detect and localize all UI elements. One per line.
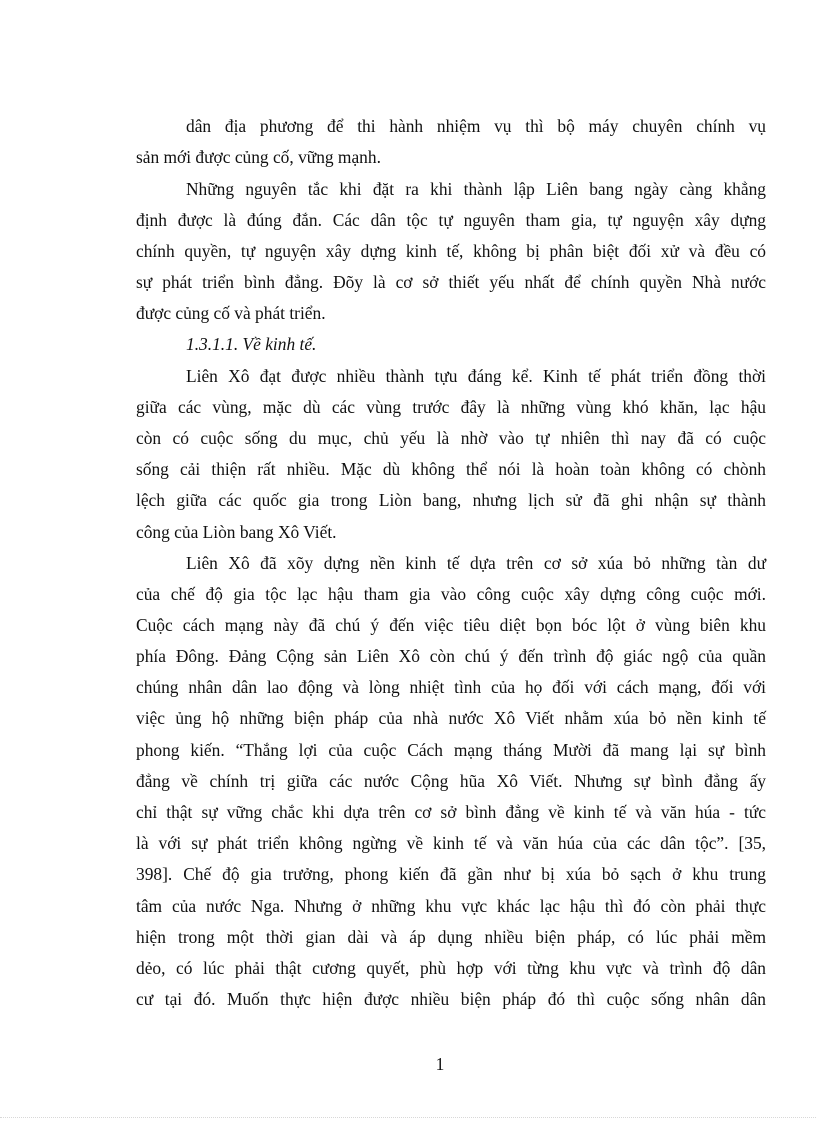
page-number: 1 [435, 1054, 445, 1074]
text-line: là với sự phát triển không ngừng về kinh tế và văn húa của các dân tộc”. [35, [136, 833, 766, 853]
text-line: dẻo, có lúc phải thật cương quyết, phù hợp với từng khu vực và trình độ dân [136, 958, 766, 978]
text-line: 398]. Chế độ gia trưởng, phong kiến đã gần như bị xúa bỏ sạch ở khu trung [136, 864, 766, 884]
text-line: Những nguyên tắc khi đặt ra khi thành lập Liên bang ngày càng khẳng [186, 179, 766, 199]
text-line: tâm của nước Nga. Nhưng ở những khu vực khác lạc hậu thì đó còn phải thực [136, 896, 766, 916]
text-line: được củng cố và phát triển. [136, 303, 326, 323]
text-line: Liên Xô đạt được nhiều thành tựu đáng kể. Kinh tế phát triển đồng thời [186, 366, 766, 386]
text-line: dân địa phương để thi hành nhiệm vụ thì bộ máy chuyên chính vụ [186, 116, 766, 136]
text-line: chúng nhân dân lao động và lòng nhiệt tình của họ đối với cách mạng, đối với [136, 677, 766, 697]
text-line: giữa các vùng, mặc dù các vùng trước đây là những vùng khó khăn, lạc hậu [136, 397, 766, 417]
text-line: còn có cuộc sống du mục, chủ yếu là nhờ vào tự nhiên thì nay đã có cuộc [136, 428, 766, 448]
section-heading: 1.3.1.1. Về kinh tế. [186, 334, 317, 354]
text-line: Liên Xô đã xõy dựng nền kinh tế dựa trên cơ sở xúa bỏ những tàn dư [186, 553, 766, 573]
text-line: phong kiến. “Thắng lợi của cuộc Cách mạng tháng Mười đã mang lại sự bình [136, 740, 766, 760]
text-line: của chế độ gia tộc lạc hậu tham gia vào công cuộc xây dựng công cuộc mới. [136, 584, 766, 604]
text-line: Cuộc cách mạng này đã chú ý đến việc tiêu diệt bọn bóc lột ở vùng biên khu [136, 615, 766, 635]
text-line: định được là đúng đắn. Các dân tộc tự nguyên tham gia, tự nguyện xây dựng [136, 210, 766, 230]
text-line: lệch giữa các quốc gia trong Liòn bang, nhưng lịch sử đã ghi nhận sự thành [136, 490, 766, 510]
text-line: việc ủng hộ những biện pháp của nhà nước Xô Viết nhằm xúa bỏ nền kinh tế [136, 708, 766, 728]
text-line: hiện trong một thời gian dài và áp dụng nhiều biện pháp, có lúc phải mềm [136, 927, 766, 947]
text-line: sự phát triển bình đẳng. Đõy là cơ sở thiết yếu nhất để chính quyền Nhà nước [136, 272, 766, 292]
page-bottom-divider [0, 1117, 816, 1118]
text-line: sản mới được củng cố, vững mạnh. [136, 147, 381, 167]
text-line: chính quyền, tự nguyện xây dựng kinh tế, không bị phân biệt đối xử và đều có [136, 241, 766, 261]
text-line: đẳng về chính trị giữa các nước Cộng hũa Xô Viết. Nhưng sự bình đẳng ấy [136, 771, 766, 791]
text-line: chỉ thật sự vững chắc khi dựa trên cơ sở bình đẳng về kinh tế và văn húa - tức [136, 802, 766, 822]
text-line: công của Liòn bang Xô Viết. [136, 522, 337, 542]
text-line: phía Đông. Đảng Cộng sản Liên Xô còn chú ý đến trình độ giác ngộ của quần [136, 646, 766, 666]
text-line: cư tại đó. Muốn thực hiện được nhiều biện pháp đó thì cuộc sống nhân dân [136, 989, 766, 1009]
text-line: sống cải thiện rất nhiều. Mặc dù không thể nói là hoàn toàn không có chònh [136, 459, 766, 479]
